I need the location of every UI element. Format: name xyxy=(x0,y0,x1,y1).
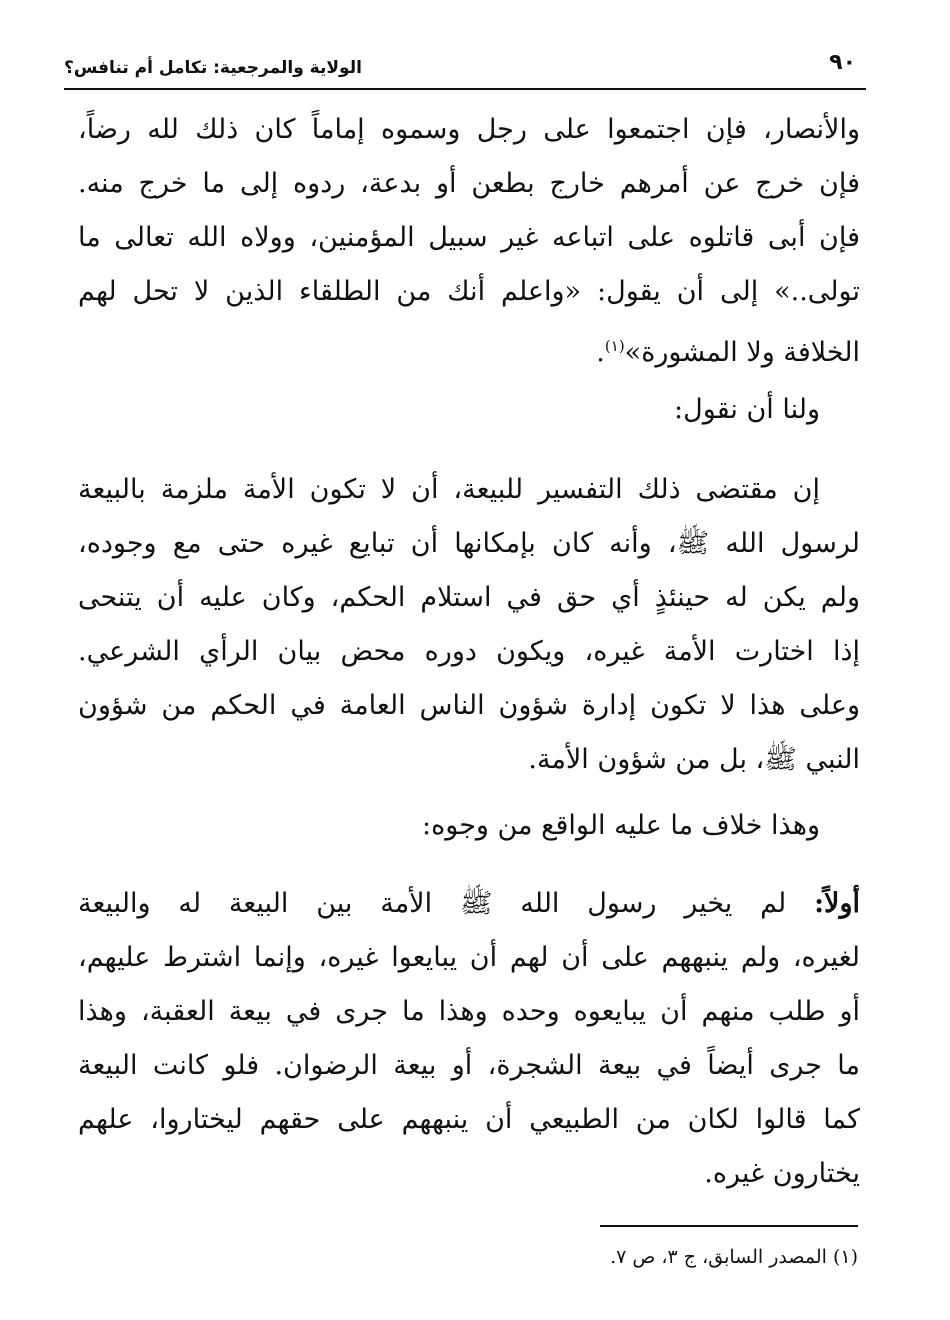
running-title: الولاية والمرجعية: تكامل أم تنافس؟ xyxy=(64,58,362,78)
text-line: إن مقتضى ذلك التفسير للبيعة، أن لا تكون الأمة ملزمة بالبيعة xyxy=(78,474,820,505)
text-line: إذا اختارت الأمة غيره، ويكون دوره محض بيان الرأي الشرعي. xyxy=(78,636,860,667)
text-line: وهذا خلاف ما عليه الواقع من وجوه: xyxy=(422,810,820,841)
footnote-ref[interactable]: (١) xyxy=(604,337,625,355)
period: . xyxy=(596,337,605,368)
text-line: والأنصار، فإن اجتمعوا على رجل وسموه إماماً كان ذلك لله رضاً، xyxy=(78,114,860,145)
point-lead: أولاً: xyxy=(814,888,860,919)
text-line: ولنا أن نقول: xyxy=(674,394,820,425)
text-line: فإن أبى قاتلوه على اتباعه غير سبيل المؤمنين، وولاه الله تعالى ما xyxy=(78,222,861,253)
text-line: لرسول الله ﷺ، وأنه كان بإمكانها أن تبايع غيره حتى مع وجوده، xyxy=(78,528,860,559)
text-line: وعلى هذا لا تكون إدارة شؤون الناس العامة في الحكم من شؤون xyxy=(78,690,860,721)
page-body xyxy=(78,0,860,1320)
page-number: ٩٠ xyxy=(829,50,856,75)
text-line: كما قالوا لكان من الطبيعي أن ينبههم على حقهم ليختاروا، علهم xyxy=(78,1104,860,1135)
quote-end: الخلافة ولا المشورة» xyxy=(624,337,860,368)
text-line: لغيره، ولم ينبههم على أن لهم أن يبايعوا غيره، وإنما اشترط عليهم، xyxy=(78,942,860,973)
text-line: تولى..» إلى أن يقول: «واعلم أنك من الطلقاء الذين لا تحل لهم xyxy=(78,276,860,307)
footnote: (١) المصدر السابق، ج ٣، ص ٧. xyxy=(610,1246,858,1268)
footnote-divider xyxy=(600,1225,858,1227)
text-line xyxy=(78,884,860,924)
text-run: لم يخير رسول الله ﷺ الأمة بين البيعة له والبيعة xyxy=(78,888,787,919)
text-line: ما جرى أيضاً في بيعة الشجرة، أو بيعة الرضوان. فلو كانت البيعة xyxy=(78,1050,860,1081)
text-line: يختارون غيره. xyxy=(704,1158,860,1189)
text-line: أو طلب منهم أن يبايعوه وحده وهذا ما جرى في بيعة العقبة، وهذا xyxy=(78,996,860,1027)
text-line: ولم يكن له حينئذٍ أي حق في استلام الحكم، وكان عليه أن يتنحى xyxy=(78,582,860,613)
text-line: فإن خرج عن أمرهم خارج بطعن أو بدعة، ردوه إلى ما خرج منه. xyxy=(78,168,860,199)
text-line xyxy=(78,326,860,366)
text-line: النبي ﷺ، بل من شؤون الأمة. xyxy=(528,744,860,775)
